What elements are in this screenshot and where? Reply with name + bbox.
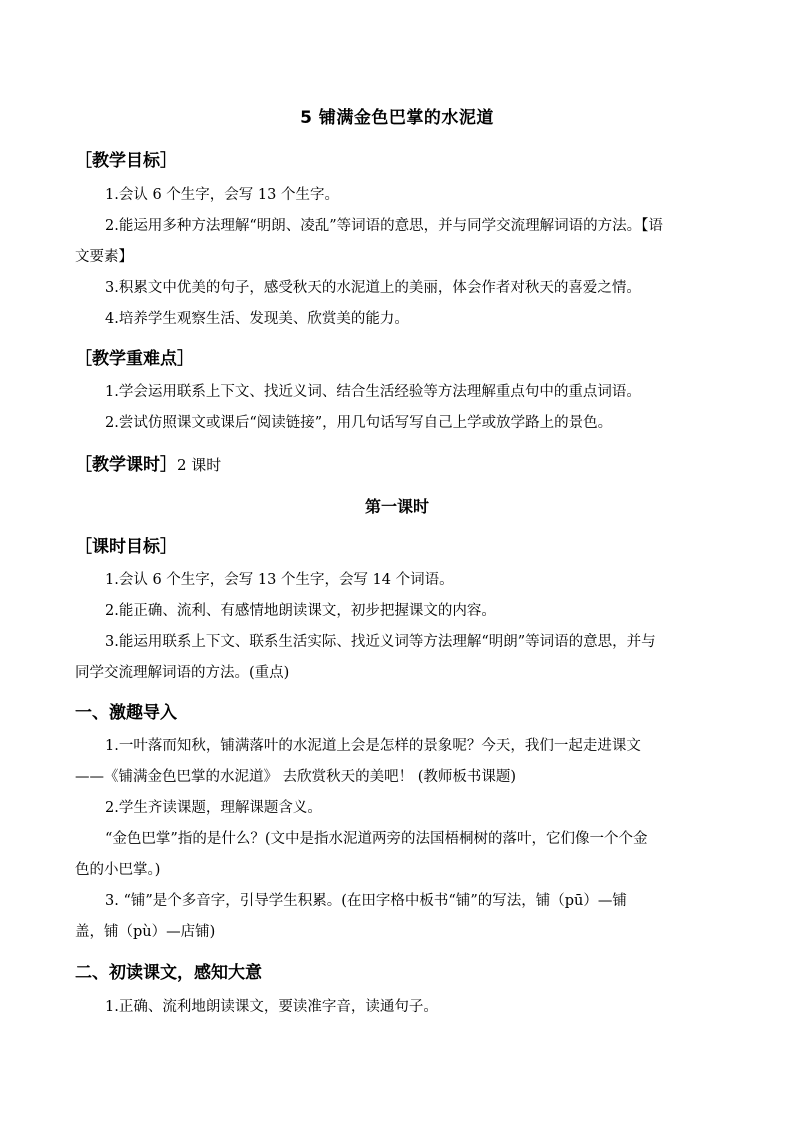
lesson-goals-heading: ［课时目标］ [75, 537, 177, 557]
lesson-title: 第一课时 [364, 497, 429, 516]
hours-value: 2 课时 [177, 456, 222, 474]
goals-heading: ［教学目标］ [75, 151, 177, 171]
list-item: 1.学会运用联系上下文、找近义词、结合生活经验等方法理解重点句中的重点词语。 [105, 384, 641, 400]
list-item: 3. “铺”是个多音字，引导学生积累。(在田字格中板书“铺”的写法，铺（pū）—铺 [105, 893, 627, 909]
list-item: 1.正确、流利地朗读课文，要读准字音，读通句子。 [105, 999, 438, 1015]
list-item: 文要素】 [75, 249, 133, 265]
list-item: 3.能运用联系上下文、联系生活实际、找近义词等方法理解“明朗”等词语的意思，并与 [105, 634, 656, 650]
list-item: 2.能运用多种方法理解“明朗、凌乱”等词语的意思，并与同学交流理解词语的方法。【语 [105, 218, 663, 234]
part2-heading: 二、初读课文，感知大意 [75, 963, 262, 983]
list-item: ——《铺满金色巴掌的水泥道》 去欣赏秋天的美吧！ (教师板书课题) [75, 769, 517, 785]
list-item: 3.积累文中优美的句子，感受秋天的水泥道上的美丽，体会作者对秋天的喜爱之情。 [105, 280, 641, 296]
list-item: 2.能正确、流利、有感情地朗读课文，初步把握课文的内容。 [105, 603, 496, 619]
list-item: 1.会认 6 个生字，会写 13 个生字，会写 14 个词语。 [105, 572, 454, 588]
document-title: 5 铺满金色巴掌的水泥道 [300, 108, 494, 128]
list-item: 1.一叶落而知秋，铺满落叶的水泥道上会是怎样的景象呢？今天，我们一起走进课文 [105, 738, 641, 754]
lesson-goals-list [75, 565, 723, 689]
list-item: 4.培养学生观察生活、发现美、欣赏美的能力。 [105, 311, 409, 327]
hours-heading [75, 450, 221, 475]
key-points-list [75, 377, 723, 439]
list-item: 色的小巴掌。) [75, 862, 161, 878]
list-item: 2.学生齐读课题，理解课题含义。 [105, 800, 322, 816]
key-points-heading: ［教学重难点］ [75, 349, 194, 369]
part1-heading: 一、激趣导入 [75, 703, 177, 723]
list-item: 盖，铺（pù）—店铺) [75, 924, 216, 940]
list-item: 1.会认 6 个生字，会写 13 个生字。 [105, 187, 339, 203]
part1-list [75, 731, 723, 948]
goals-list [75, 180, 723, 335]
list-item: 同学交流理解词语的方法。(重点) [75, 665, 290, 681]
part2-list [75, 992, 723, 1023]
hours-label: ［教学课时］ [75, 455, 177, 475]
list-item: “金色巴掌”指的是什么？(文中是指水泥道两旁的法国梧桐树的落叶，它们像一个个金 [105, 831, 648, 847]
list-item: 2.尝试仿照课文或课后“阅读链接”，用几句话写写自己上学或放学路上的景色。 [105, 415, 613, 431]
